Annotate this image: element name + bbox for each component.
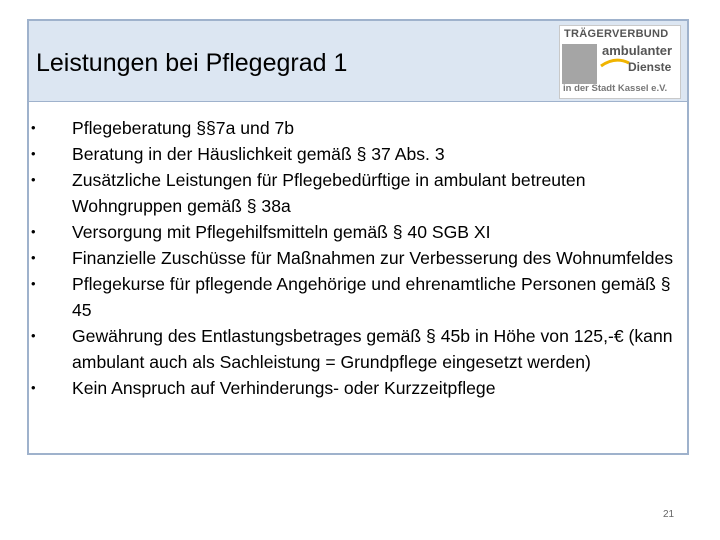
list-item-text: Pflegekurse für pflegende Angehörige und ehrenamtliche Personen gemäß § 45 <box>72 274 671 320</box>
list-item <box>29 115 687 141</box>
slide-content-frame <box>27 19 689 455</box>
list-item <box>29 375 687 401</box>
logo-text-dienste: Dienste <box>628 60 672 74</box>
bullet-icon: • <box>31 172 36 187</box>
benefits-list <box>29 115 687 401</box>
list-item <box>29 219 687 245</box>
bullet-icon: • <box>31 328 36 343</box>
list-item-text: Finanzielle Zuschüsse für Maßnahmen zur Verbesserung des Wohnumfeldes <box>72 248 674 268</box>
slide-title: Leistungen bei Pflegegrad 1 <box>36 49 348 77</box>
list-item <box>29 141 687 167</box>
list-item <box>29 245 687 271</box>
logo-text-top: TRÄGERVERBUND <box>564 28 669 40</box>
list-item-text: Kein Anspruch auf Verhinderungs- oder Kurzzeitpflege <box>72 378 496 398</box>
bullet-icon: • <box>31 146 36 161</box>
list-item-text: Beratung in der Häuslichkeit gemäß § 37 Abs. 3 <box>72 144 445 164</box>
list-item-text: Zusätzliche Leistungen für Pflegebedürftige in ambulant betreuten Wohngruppen gemäß § 38a <box>72 170 586 216</box>
logo-swoosh-icon <box>600 58 630 68</box>
bullet-icon: • <box>31 120 36 135</box>
logo-text-bottom: in der Stadt Kassel e.V. <box>563 83 668 94</box>
bullet-icon: • <box>31 380 36 395</box>
logo-square-icon <box>562 44 597 84</box>
bullet-icon: • <box>31 224 36 239</box>
title-bar <box>29 21 687 102</box>
list-item <box>29 167 687 219</box>
list-item <box>29 323 687 375</box>
list-item-text: Pflegeberatung §§7a und 7b <box>72 118 295 138</box>
bullet-icon: • <box>31 250 36 265</box>
page-number: 21 <box>663 509 675 520</box>
list-item-text: Gewährung des Entlastungsbetrages gemäß § 45b in Höhe von 125,-€ (kann ambulant auch als Sachleistung = Grundpflege eingesetzt werden) <box>72 326 673 372</box>
bullet-icon: • <box>31 276 36 291</box>
logo-text-ambulanter: ambulanter <box>602 43 673 58</box>
list-item-text: Versorgung mit Pflegehilfsmitteln gemäß § 40 SGB XI <box>72 222 491 242</box>
list-item <box>29 271 687 323</box>
organization-logo <box>559 25 681 99</box>
